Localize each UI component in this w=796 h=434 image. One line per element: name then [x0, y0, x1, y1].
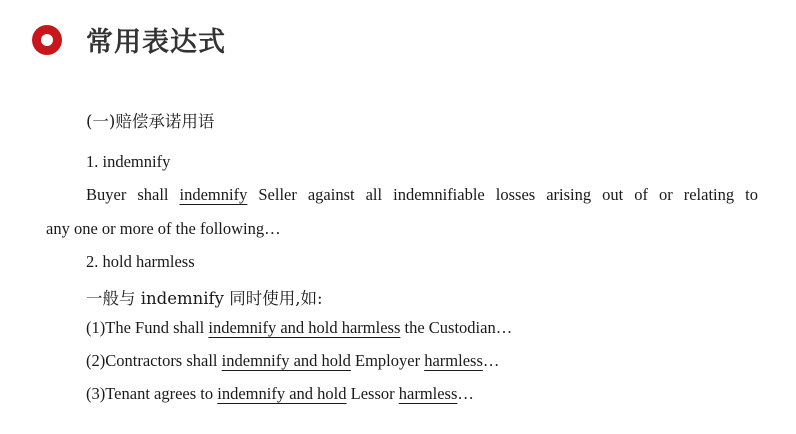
underlined-term: indemnify and hold harmless	[208, 318, 401, 337]
section-heading: (一)赔偿承诺用语	[86, 112, 215, 131]
circle-bullet-icon	[32, 25, 62, 55]
example-1	[86, 318, 512, 338]
text-run: Employer	[350, 351, 425, 370]
underlined-term: harmless	[398, 384, 458, 403]
text-run: Tenant agrees to	[105, 384, 218, 403]
page-title: 常用表达式	[86, 27, 226, 58]
text-run: Lessor	[346, 384, 399, 403]
underlined-term: indemnify	[179, 185, 248, 204]
item-2-label: 2. hold harmless	[86, 252, 195, 271]
example-number: (1)	[86, 318, 106, 337]
circle-bullet-center	[41, 34, 53, 46]
example-2	[86, 351, 499, 371]
item-1-label: 1. indemnify	[86, 152, 171, 171]
text-run: Contractors shall	[105, 351, 222, 370]
slide-header	[32, 20, 226, 59]
text-run: …	[482, 351, 500, 370]
example-3	[86, 384, 474, 404]
text-run: …	[457, 384, 474, 403]
example-number: (2)	[86, 351, 106, 370]
underlined-term: indemnify and hold	[221, 351, 351, 370]
item-1-sentence-line-1	[86, 185, 758, 205]
underlined-term: harmless	[424, 351, 483, 370]
item-2-note: 一般与 indemnify 同时使用,如:	[86, 289, 323, 308]
text-run: The Fund shall	[105, 318, 209, 337]
example-number: (3)	[86, 384, 106, 403]
text-run: Seller against all indemnifiable losses arising out of or relating to	[247, 185, 758, 204]
text-run: the Custodian…	[400, 318, 513, 337]
text-run: Buyer shall	[86, 185, 180, 204]
underlined-term: indemnify and hold	[217, 384, 347, 403]
item-1-sentence-line-2: any one or more of the following…	[46, 219, 281, 238]
